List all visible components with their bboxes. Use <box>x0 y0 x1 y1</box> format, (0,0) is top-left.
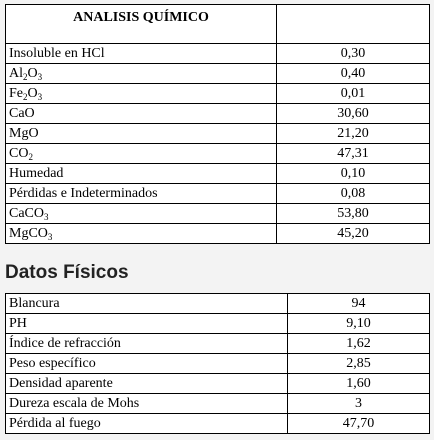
table-row <box>6 64 430 84</box>
row-label: PH <box>6 314 288 334</box>
row-label: CaO <box>6 104 277 124</box>
row-value: 0,30 <box>277 44 430 64</box>
table-row <box>6 84 430 104</box>
row-label: Dureza escala de Mohs <box>6 394 288 414</box>
table-row <box>6 414 430 434</box>
table-row <box>6 104 430 124</box>
row-value: 1,60 <box>288 374 430 394</box>
row-value: 0,01 <box>277 84 430 104</box>
physical-data-table <box>5 293 430 434</box>
row-value: 0,08 <box>277 184 430 204</box>
row-value: 30,60 <box>277 104 430 124</box>
table-row <box>6 294 430 314</box>
chemical-header-row <box>6 5 430 44</box>
table-row <box>6 144 430 164</box>
table-row <box>6 334 430 354</box>
table-row <box>6 354 430 374</box>
row-label: MgCO$_3$ <box>6 224 277 244</box>
chemical-analysis-table <box>5 4 430 244</box>
row-label: $Fe_2O_3$ <box>6 84 277 104</box>
physical-data-title: Datos Físicos <box>5 262 129 283</box>
row-label: Peso específico <box>6 354 288 374</box>
row-value: 94 <box>288 294 430 314</box>
row-value: 21,20 <box>277 124 430 144</box>
row-value: 0,10 <box>277 164 430 184</box>
row-label: Índice de refracción <box>6 334 288 354</box>
row-value: 3 <box>288 394 430 414</box>
table-row <box>6 394 430 414</box>
row-label: Pérdidas e Indeterminados <box>6 184 277 204</box>
row-value: 1,62 <box>288 334 430 354</box>
row-value: 2,85 <box>288 354 430 374</box>
row-label: $Al_2O_3$ <box>6 64 277 84</box>
table-row <box>6 44 430 64</box>
table-row <box>6 164 430 184</box>
chemical-header-empty-cell <box>277 5 430 44</box>
row-value: 47,31 <box>277 144 430 164</box>
row-label: CaCO$_3$ <box>6 204 277 224</box>
row-value: 47,70 <box>288 414 430 434</box>
row-label: $CO_2$ <box>6 144 277 164</box>
table-row <box>6 314 430 334</box>
table-row <box>6 224 430 244</box>
row-label: MgO <box>6 124 277 144</box>
row-label: Blancura <box>6 294 288 314</box>
row-label: Humedad <box>6 164 277 184</box>
chemical-header-cell: ANALISIS QUÍMICO <box>6 5 277 44</box>
row-label: Pérdida al fuego <box>6 414 288 434</box>
row-label: Insoluble en HCl <box>6 44 277 64</box>
row-value: 45,20 <box>277 224 430 244</box>
row-value: 0,40 <box>277 64 430 84</box>
table-row <box>6 374 430 394</box>
table-row <box>6 204 430 224</box>
table-row <box>6 184 430 204</box>
table-row <box>6 124 430 144</box>
row-value: 9,10 <box>288 314 430 334</box>
row-label: Densidad aparente <box>6 374 288 394</box>
row-value: 53,80 <box>277 204 430 224</box>
